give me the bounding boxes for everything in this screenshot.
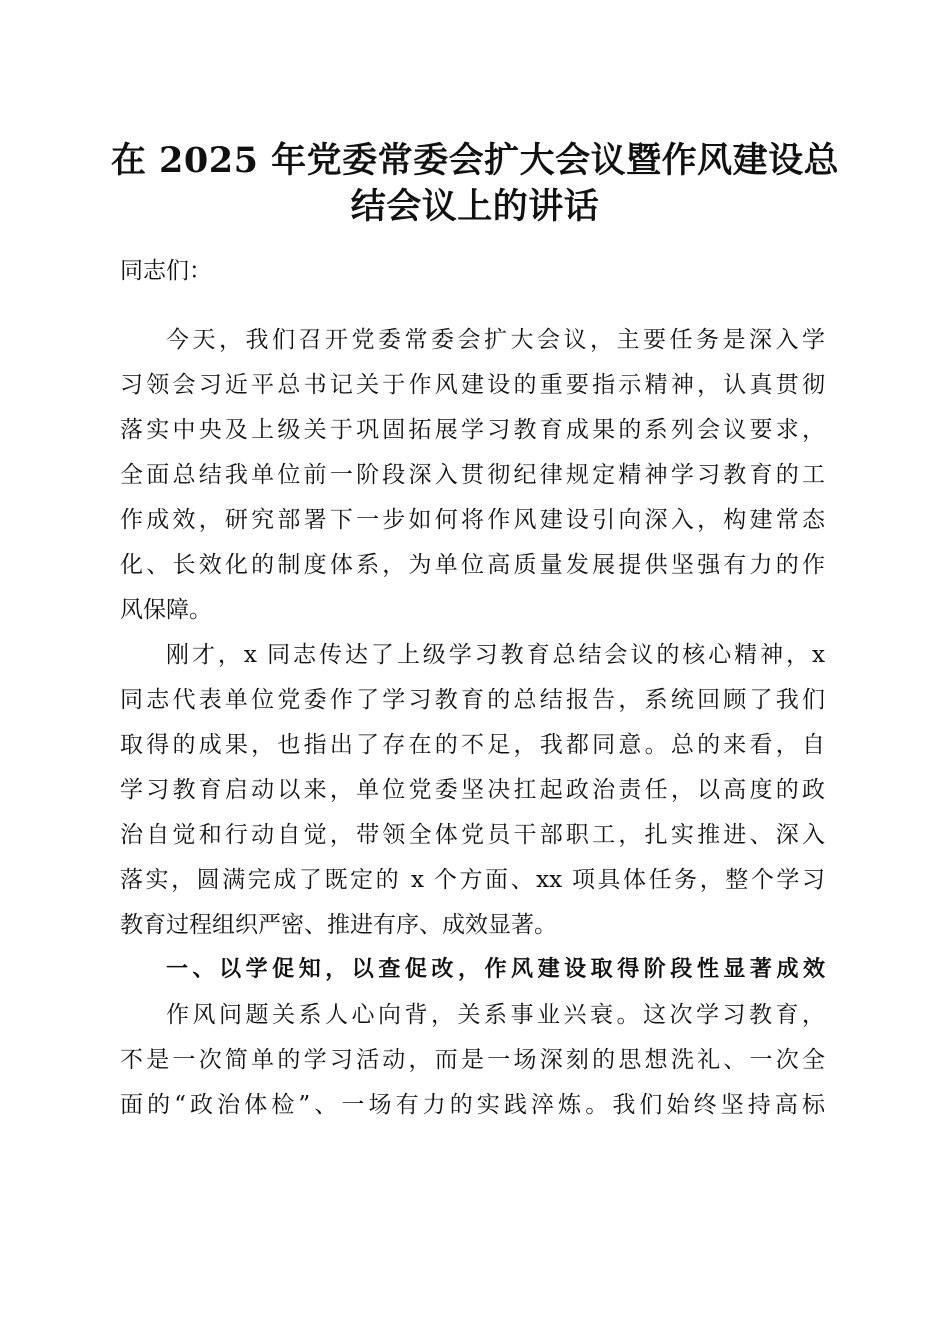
paragraph-2-line-4: 学习教育启动以来，单位党委坚决扛起政治责任，以高度的政 (120, 777, 825, 803)
document-title-line-1: 在 2025 年党委常委会扩大会议暨作风建设总 (110, 140, 840, 181)
paragraph-1-line-3: 落实中央及上级关于巩固拓展学习教育成果的系列会议要求， (120, 417, 825, 443)
paragraph-2-line-2: 同志代表单位党委作了学习教育的总结报告，系统回顾了我们 (120, 687, 825, 713)
section-heading-1: 一、以学促知，以查促改，作风建设取得阶段性显著成效 (166, 957, 825, 982)
salutation: 同志们： (120, 258, 212, 284)
paragraph-1-line-2: 习领会习近平总书记关于作风建设的重要指示精神，认真贯彻 (120, 372, 825, 398)
paragraph-3-line-2: 不是一次简单的学习活动，而是一场深刻的思想洗礼、一次全 (120, 1047, 825, 1073)
paragraph-1-line-1: 今天，我们召开党委常委会扩大会议，主要任务是深入学 (166, 327, 825, 353)
paragraph-2-line-6: 落实，圆满完成了既定的 x 个方面、xx 项具体任务，整个学习 (120, 867, 825, 893)
paragraph-2-line-7: 教育过程组织严密、推进有序、成效显著。 (120, 912, 557, 938)
paragraph-3-line-3: 面的“政治体检”、一场有力的实践淬炼。我们始终坚持高标 (120, 1092, 825, 1118)
paragraph-2-line-3: 取得的成果，也指出了存在的不足，我都同意。总的来看，自 (120, 732, 825, 758)
paragraph-2-line-5: 治自觉和行动自觉，带领全体党员干部职工，扎实推进、深入 (120, 822, 825, 848)
paragraph-1-line-7: 风保障。 (120, 597, 212, 623)
paragraph-2-line-1: 刚才，x 同志传达了上级学习教育总结会议的核心精神，x (166, 642, 825, 668)
paragraph-1-line-6: 化、长效化的制度体系，为单位高质量发展提供坚强有力的作 (120, 552, 825, 578)
paragraph-1-line-4: 全面总结我单位前一阶段深入贯彻纪律规定精神学习教育的工 (120, 462, 825, 488)
document-title-line-2: 结会议上的讲话 (350, 186, 600, 227)
paragraph-3-line-1: 作风问题关系人心向背，关系事业兴衰。这次学习教育， (166, 1002, 825, 1028)
paragraph-1-line-5: 作成效，研究部署下一步如何将作风建设引向深入，构建常态 (120, 507, 825, 533)
